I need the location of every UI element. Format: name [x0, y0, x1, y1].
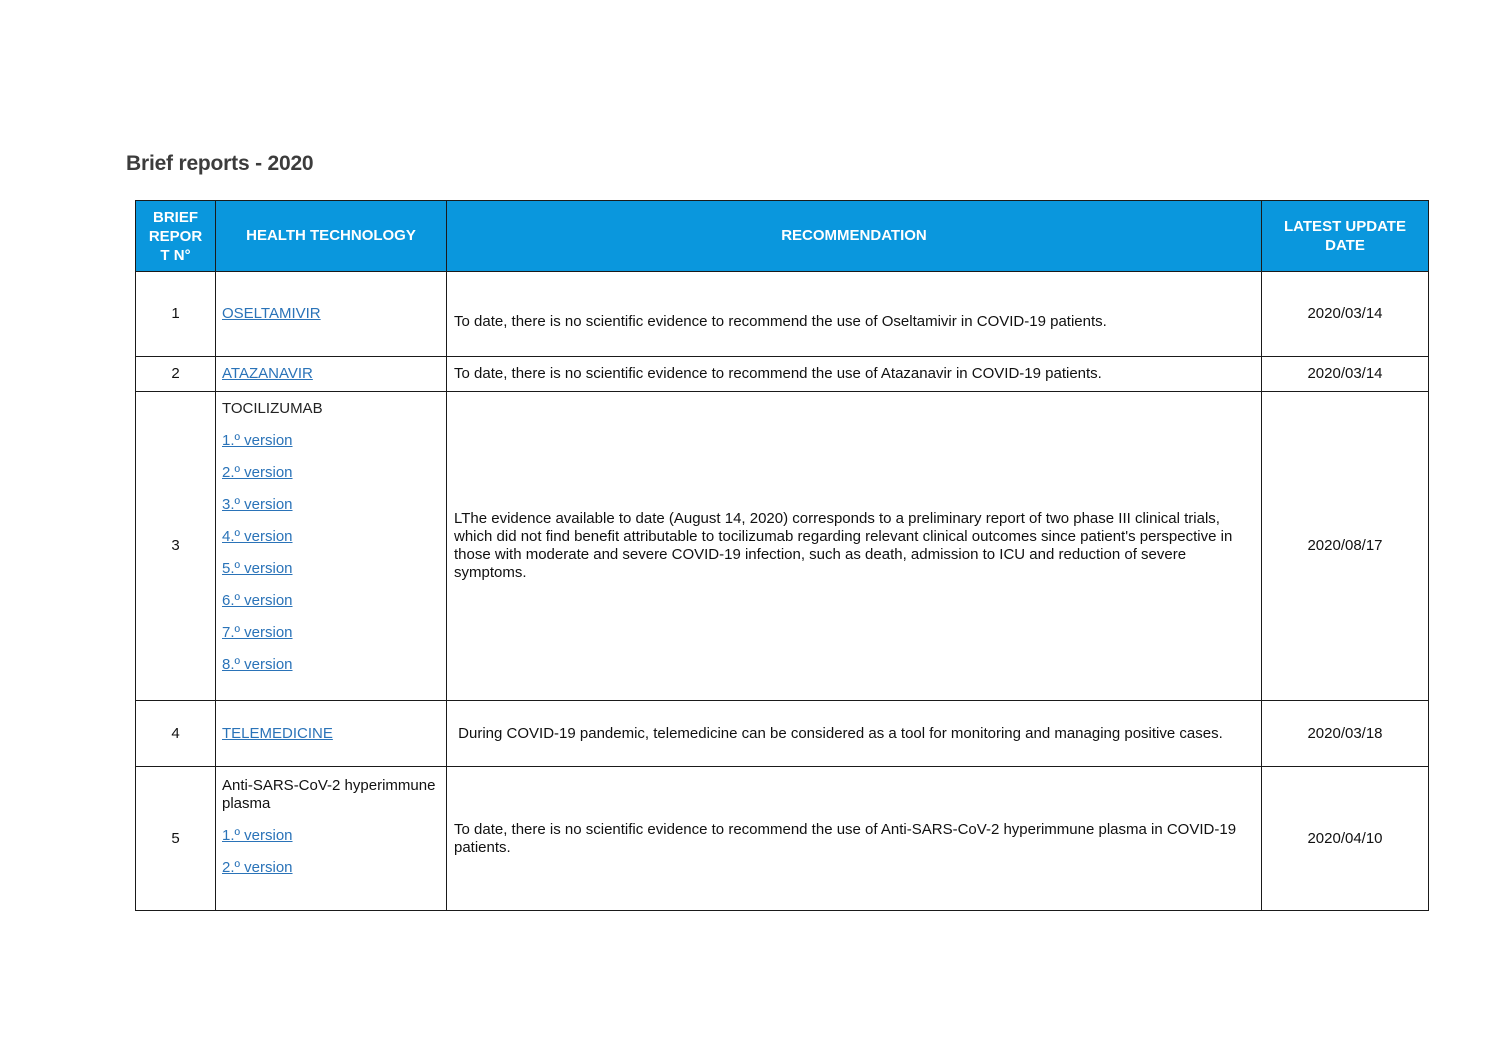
oseltamivir-link[interactable]: OSELTAMIVIR [222, 305, 321, 322]
header-health-technology: HEALTH TECHNOLOGY [216, 201, 447, 272]
tocilizumab-version-link[interactable]: 6.º version [222, 592, 293, 609]
tocilizumab-version-link[interactable]: 7.º version [222, 624, 293, 641]
health-technology-cell [216, 357, 447, 392]
tocilizumab-version-link[interactable]: 4.º version [222, 528, 293, 545]
latest-update-date: 2020/08/17 [1262, 392, 1429, 701]
table-row [136, 701, 1429, 767]
tocilizumab-title: TOCILIZUMAB [222, 400, 323, 417]
header-recommendation: RECOMMENDATION [447, 201, 1262, 272]
health-technology-cell [216, 767, 447, 911]
recommendation-text: To date, there is no scientific evidence to recommend the use of Oseltamivir in COVID-19 patients. [447, 272, 1262, 357]
health-technology-cell [216, 392, 447, 701]
report-number: 4 [136, 701, 216, 767]
tocilizumab-version-link[interactable]: 3.º version [222, 496, 293, 513]
health-technology-cell [216, 272, 447, 357]
hyperimmune-plasma-title: Anti-SARS-CoV-2 hyperimmune plasma [222, 777, 436, 812]
tocilizumab-version-link[interactable]: 1.º version [222, 432, 293, 449]
tocilizumab-version-link[interactable]: 2.º version [222, 464, 293, 481]
report-number: 2 [136, 357, 216, 392]
page-title: Brief reports - 2020 [126, 152, 314, 175]
plasma-version-link[interactable]: 1.º version [222, 827, 293, 844]
latest-update-date: 2020/03/14 [1262, 357, 1429, 392]
tocilizumab-version-link[interactable]: 5.º version [222, 560, 293, 577]
recommendation-text: To date, there is no scientific evidence to recommend the use of Atazanavir in COVID-19 patients. [447, 357, 1262, 392]
table-row [136, 767, 1429, 911]
tocilizumab-version-list [222, 432, 440, 674]
header-latest-update-date: LATEST UPDATE DATE [1262, 201, 1429, 272]
brief-reports-table [135, 200, 1429, 911]
recommendation-text: LThe evidence available to date (August 14, 2020) corresponds to a preliminary report of two phase III clinical trials, which did not find benefit attributable to tocilizumab regarding relevant clinical outcomes since patient's perspective in those with moderate and severe COVID-19 infection, such as death, admission to ICU and reduction of severe symptoms. [447, 392, 1262, 701]
recommendation-text: During COVID-19 pandemic, telemedicine can be considered as a tool for monitoring and managing positive cases. [447, 701, 1262, 767]
table-row [136, 272, 1429, 357]
table-row [136, 392, 1429, 701]
telemedicine-link[interactable]: TELEMEDICINE [222, 724, 333, 742]
header-report-number: BRIEF REPOR T N° [136, 201, 216, 272]
plasma-version-list [222, 827, 440, 877]
health-technology-cell [216, 701, 447, 767]
plasma-version-link[interactable]: 2.º version [222, 859, 293, 876]
latest-update-date: 2020/03/14 [1262, 272, 1429, 357]
report-number: 3 [136, 392, 216, 701]
report-number: 5 [136, 767, 216, 911]
latest-update-date: 2020/03/18 [1262, 701, 1429, 767]
tocilizumab-version-link[interactable]: 8.º version [222, 656, 293, 673]
report-number: 1 [136, 272, 216, 357]
recommendation-text: To date, there is no scientific evidence to recommend the use of Anti-SARS-CoV-2 hyperimmune plasma in COVID-19 patients. [447, 767, 1262, 911]
latest-update-date: 2020/04/10 [1262, 767, 1429, 911]
table-row [136, 357, 1429, 392]
atazanavir-link[interactable]: ATAZANAVIR [222, 365, 313, 382]
table-header-row [136, 201, 1429, 272]
